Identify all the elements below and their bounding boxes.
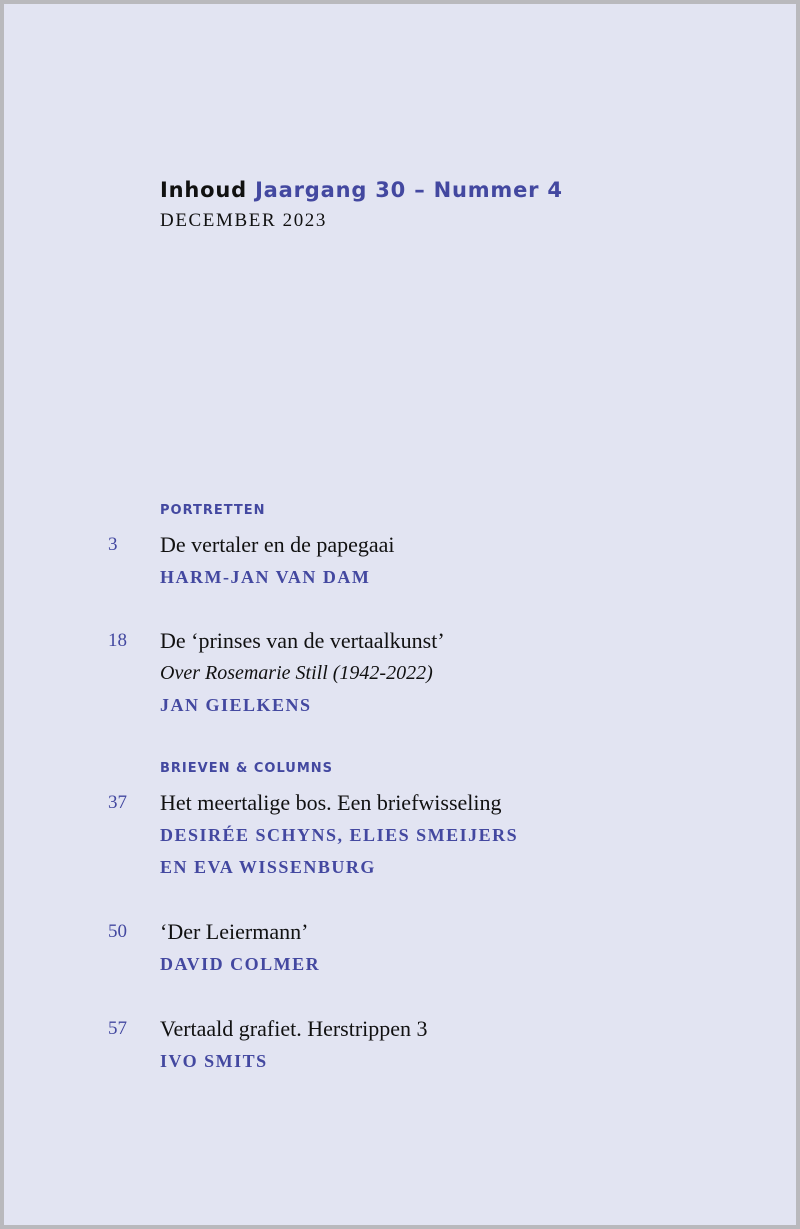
article-title: ‘Der Leiermann’ bbox=[160, 919, 309, 944]
issue-date: DECEMBER 2023 bbox=[160, 210, 328, 231]
article-title: De vertaler en de papegaai bbox=[160, 532, 395, 557]
article-author: DESIRÉE SCHYNS, ELIES SMEIJERS bbox=[160, 825, 519, 845]
page-number: 37 bbox=[108, 792, 127, 813]
section-label-brieven-columns: BRIEVEN & COLUMNS bbox=[160, 761, 333, 776]
article-author: DAVID COLMER bbox=[160, 954, 321, 974]
article-author: JAN GIELKENS bbox=[160, 695, 312, 715]
page-number: 18 bbox=[108, 630, 127, 651]
article-title: Het meertalige bos. Een briefwisseling bbox=[160, 790, 502, 815]
page-header bbox=[160, 175, 563, 235]
contents-heading: Inhoud bbox=[160, 178, 247, 202]
article-author: HARM-JAN VAN DAM bbox=[160, 567, 371, 587]
page-number: 50 bbox=[108, 921, 127, 942]
article-title: De ‘prinses van de vertaalkunst’ bbox=[160, 628, 445, 653]
article-author: IVO SMITS bbox=[160, 1051, 268, 1071]
issue-number: Jaargang 30 – Nummer 4 bbox=[255, 178, 563, 202]
article-title: Vertaald grafiet. Herstrippen 3 bbox=[160, 1016, 428, 1041]
page-number: 3 bbox=[108, 534, 118, 555]
section-label-portretten: PORTRETTEN bbox=[160, 503, 266, 518]
article-subtitle: Over Rosemarie Still (1942-2022) bbox=[160, 662, 433, 684]
contents-page bbox=[4, 4, 796, 1225]
page-number: 57 bbox=[108, 1018, 127, 1039]
page-title bbox=[160, 175, 563, 205]
article-author: EN EVA WISSENBURG bbox=[160, 857, 376, 877]
